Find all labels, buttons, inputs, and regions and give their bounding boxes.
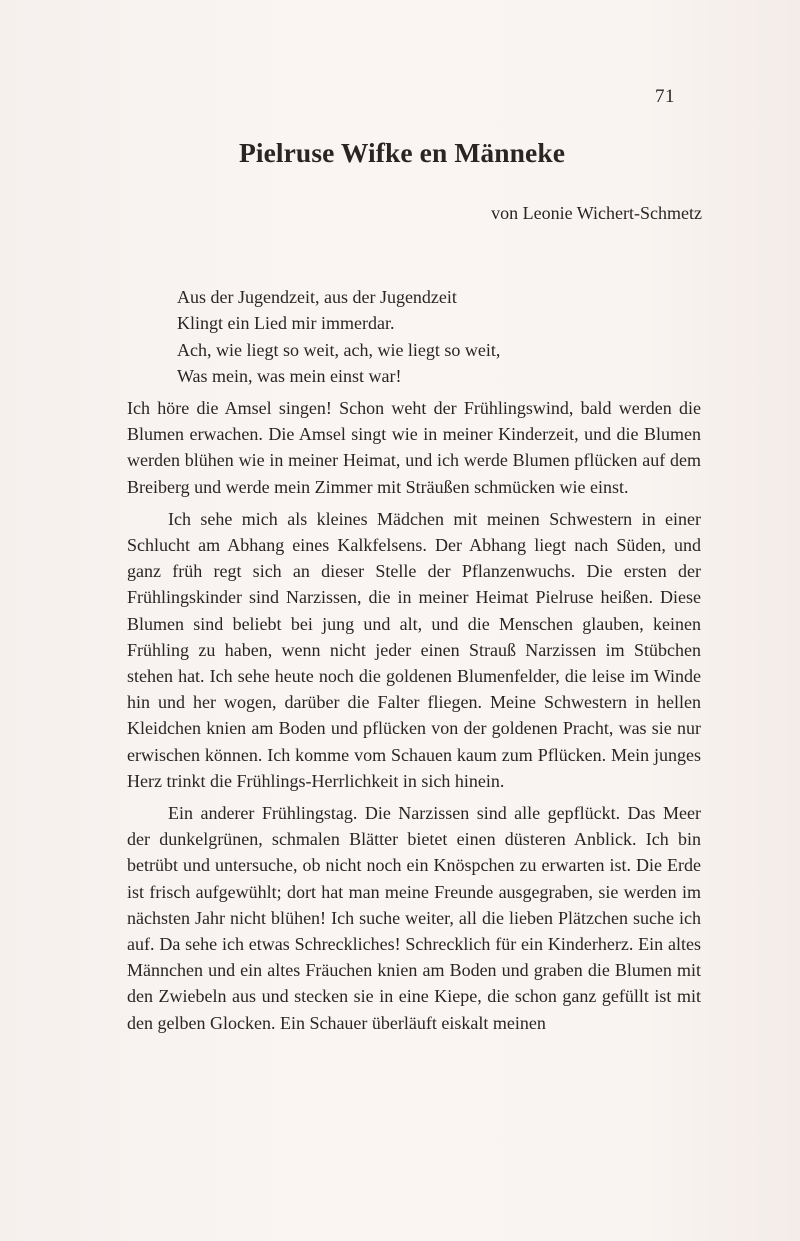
story-body	[127, 395, 701, 1036]
paragraph: Ein anderer Frühlingstag. Die Narzissen sind alle gepflückt. Das Meer der dunkelgrünen, schmalen Blätter bietet einen düsteren Anblick. Ich bin betrübt und untersuche, ob nicht noch ein Knöspchen zu erwarten ist. Die Erde ist frisch aufgewühlt; dort hat man meine Freunde ausgegraben, sie werden im nächsten Jahr nicht blühen! Ich suche weiter, all die lieben Plätzchen suche ich auf. Da sehe ich etwas Schreckliches! Schrecklich für ein Kinderherz. Ein altes Männchen und ein altes Fräuchen knien am Boden und graben die Blumen mit den Zwiebeln aus und stecken sie in eine Kiepe, die schon ganz gefüllt ist mit den gelben Glocken. Ein Schauer überläuft eiskalt meinen	[127, 803, 701, 1033]
poem-line: Ach, wie liegt so weit, ach, wie liegt so weit,	[177, 339, 501, 360]
page-title: Pielruse Wifke en Männeke	[238, 137, 566, 168]
poem-line: Was mein, was mein einst war!	[177, 365, 402, 386]
poem-epigraph	[177, 284, 500, 389]
author-byline: von Leonie Wichert-Schmetz	[491, 203, 702, 223]
paragraph: Ich sehe mich als kleines Mädchen mit meinen Schwestern in einer Schlucht am Abhang eines Kalkfelsens. Der Abhang liegt nach Süden, und ganz früh regt sich an dieser Stelle der Pflanzenwuchs. Die ersten der Frühlingskinder sind Narzissen, die in meiner Heimat Pielruse heißen. Diese Blumen sind beliebt bei jung und alt, und die Menschen glauben, keinen Frühling zu haben, wenn nicht jeder einen Strauß Narzissen im Stübchen stehen hat. Ich sehe heute noch die goldenen Blumenfelder, die leise im Winde hin und her wogen, darüber die Falter fliegen. Meine Schwestern in hellen Kleidchen knien am Boden und pflücken von der goldenen Pracht, was sie nur erwischen können. Ich komme vom Schauen kaum zum Pflücken. Mein junges Herz trinkt die Frühlings-Herrlichkeit in sich hinein.	[127, 508, 701, 791]
poem-line: Aus der Jugendzeit, aus der Jugendzeit	[177, 287, 457, 307]
paragraph: Ich höre die Amsel singen! Schon weht der Frühlingswind, bald werden die Blumen erwachen. Die Amsel singt wie in meiner Kinderzeit, und die Blumen werden blühen wie in meiner Heimat, und ich werde Blumen pflücken auf dem Breiberg und werde mein Zimmer mit Sträußen schmücken wie einst.	[127, 398, 701, 497]
page-number: 71	[655, 86, 675, 107]
poem-line: Klingt ein Lied mir immerdar.	[177, 313, 395, 334]
